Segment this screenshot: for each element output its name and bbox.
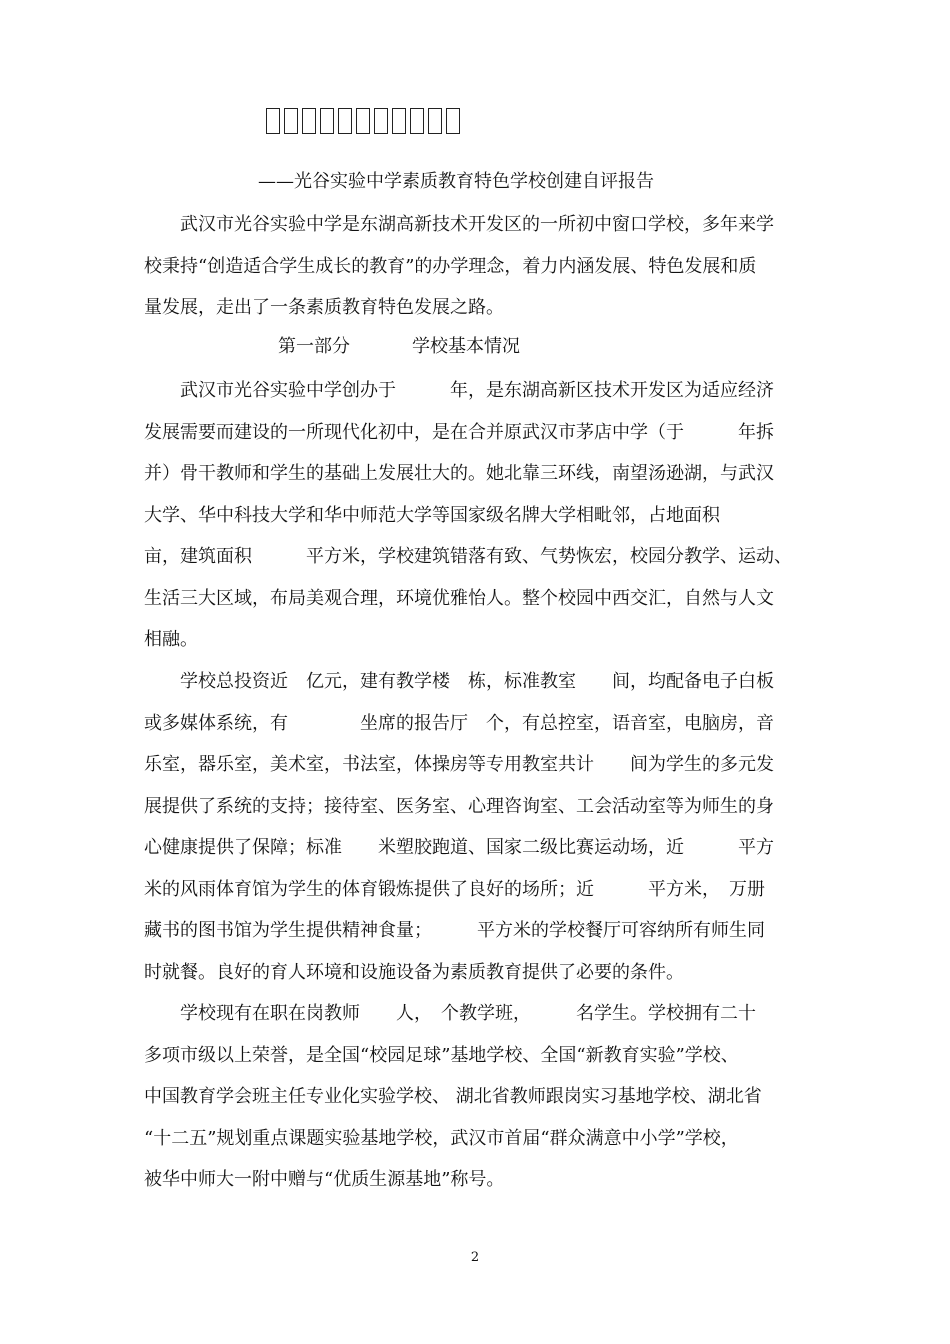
intro-paragraph [144,204,812,329]
missing-glyph-box [284,108,298,134]
section-part-label: 第一部分 [278,336,350,357]
paragraph-basic-info [144,370,812,661]
text-line: 生活三大区域，布局美观合理，环境优雅怡人。整个校园中西交汇，自然与人文 [144,587,774,609]
missing-glyph-box [446,108,460,134]
missing-glyph-box [338,108,352,134]
missing-glyph-box [392,108,406,134]
missing-glyph-box [356,108,370,134]
paragraph-honors [144,993,812,1201]
text-line: 武汉市光谷实验中学是东湖高新技术开发区的一所初中窗口学校，多年来学 [144,214,774,235]
page-number: 2 [470,1250,480,1265]
text-line: 学校总投资近 亿元，建有教学楼 栋，标准教室 间，均配备电子白板 [144,671,774,692]
text-line: 校秉持“创造适合学生成长的教育”的办学理念，着力内涵发展、特色发展和质 [144,255,757,277]
text-line: 并）骨干教师和学生的基础上发展壮大的。她北靠三环线，南望汤逊湖，与武汉 [144,463,774,484]
missing-glyph-box [320,108,334,134]
text-line: 量发展，走出了一条素质教育特色发展之路。 [144,297,504,318]
document-title-missing-glyphs [266,108,462,138]
text-line: 中国教育学会班主任专业化实验学校、 湖北省教师跟岗实习基地学校、湖北省 [144,1086,762,1107]
text-line: 心健康提供了保障；标准 米塑胶跑道、国家二级比赛运动场，近 平方 [144,837,774,858]
text-line: 时就餐。良好的育人环境和设施设备为素质教育提供了必要的条件。 [144,961,684,983]
paragraph-facilities [144,661,812,993]
document-subtitle: ——光谷实验中学素质教育特色学校创建自评报告 [258,171,654,192]
text-line: 或多媒体系统，有 坐席的报告厅 个，有总控室，语音室，电脑房，音 [144,712,774,734]
text-line: 被华中师大一附中赠与“优质生源基地”称号。 [144,1169,505,1190]
text-line: 亩，建筑面积 平方米，学校建筑错落有致、气势恢宏，校园分教学、运动、 [144,546,792,567]
text-line: 相融。 [144,629,198,650]
section-heading [278,334,520,360]
text-line: 武汉市光谷实验中学创办于 年，是东湖高新区技术开发区为适应经济 [144,380,774,401]
missing-glyph-box [302,108,316,134]
missing-glyph-box [410,108,424,134]
missing-glyph-box [374,108,388,134]
text-line: 藏书的图书馆为学生提供精神食量； 平方米的学校餐厅可容纳所有师生同 [144,920,765,941]
text-line: 展提供了系统的支持；接待室、医务室、心理咨询室、工会活动室等为师生的身 [144,795,774,817]
missing-glyph-box [428,108,442,134]
section-name-label: 学校基本情况 [412,336,520,357]
text-line: 学校现有在职在岗教师 人， 个教学班， 名学生。学校拥有二十 [144,1003,756,1024]
text-line: “十二五”规划重点课题实验基地学校，武汉市首届“群众满意中小学”学校， [144,1127,739,1149]
text-line: 发展需要而建设的一所现代化初中，是在合并原武汉市茅店中学（于 年拆 [144,421,774,443]
text-line: 大学、华中科技大学和华中师范大学等国家级名牌大学相毗邻，占地面积 [144,504,720,526]
missing-glyph-box [266,108,280,134]
text-line: 米的风雨体育馆为学生的体育锻炼提供了良好的场所；近 平方米， 万册 [144,878,765,900]
text-line: 乐室，器乐室，美术室，书法室，体操房等专用教室共计 间为学生的多元发 [144,754,774,775]
text-line: 多项市级以上荣誉，是全国“校园足球”基地学校、全国“新教育实验”学校、 [144,1044,739,1066]
